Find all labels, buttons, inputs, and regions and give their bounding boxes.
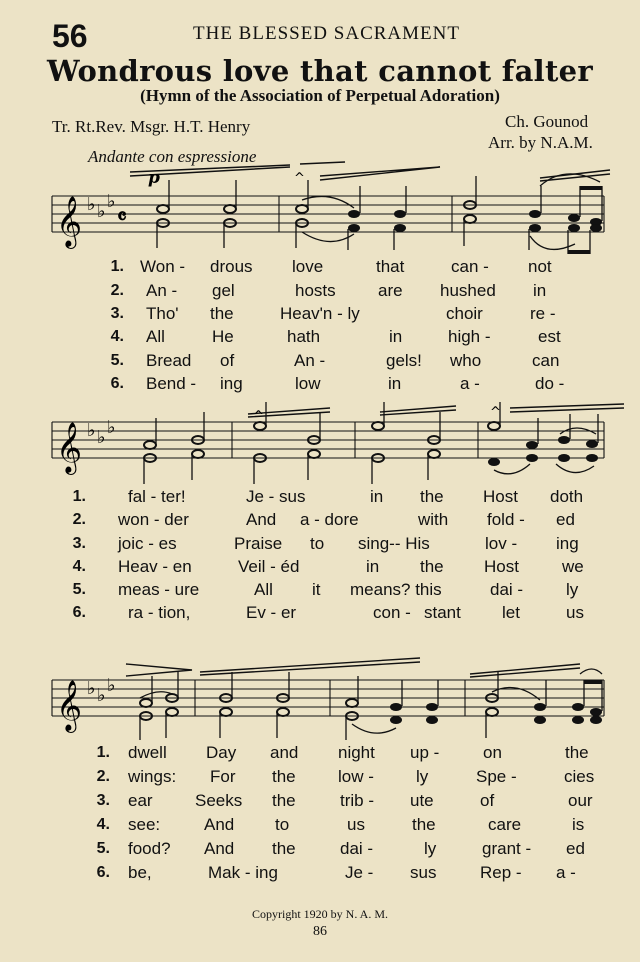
verse-number: 3.: [72, 535, 86, 552]
lyric-syllable: us: [566, 603, 584, 622]
lyric-syllable: Heav'n - ly: [280, 304, 360, 323]
lyric-syllable: on: [483, 743, 502, 762]
lyric-syllable: Spe -: [476, 767, 517, 786]
lyric-syllable: ing: [556, 534, 579, 553]
music-staff-1: [0, 150, 640, 260]
svg-text:♭: ♭: [97, 427, 106, 448]
lyric-syllable: of: [480, 791, 495, 810]
lyric-syllable: doth: [550, 487, 584, 506]
svg-text:♭: ♭: [97, 685, 106, 706]
verse-number: 1.: [110, 258, 124, 275]
lyric-syllable: ed: [556, 510, 575, 529]
lyric-syllable: Heav - en: [118, 557, 192, 576]
lyric-syllable: sing-- His: [358, 534, 430, 553]
lyric-syllable: Praise: [234, 534, 283, 553]
verse-number: 6.: [72, 604, 86, 621]
lyric-syllable: of: [220, 351, 235, 370]
lyric-syllable: hath: [287, 327, 321, 346]
lyric-syllable: are: [378, 281, 403, 300]
lyric-syllable: let: [502, 603, 520, 622]
svg-text:♭: ♭: [107, 675, 116, 696]
lyric-syllable: ly: [416, 767, 429, 786]
verse-number: 2.: [96, 768, 110, 785]
lyric-syllable: Mak - ing: [208, 863, 278, 882]
lyric-syllable: can: [532, 351, 560, 370]
lyric-syllable: fal - ter!: [128, 487, 186, 506]
svg-text:♭: ♭: [107, 417, 116, 438]
lyric-syllable: An -: [146, 281, 178, 300]
lyric-syllable: All: [254, 580, 273, 599]
lyric-syllable: food?: [128, 839, 171, 858]
lyric-syllable: Host: [483, 487, 518, 506]
lyric-syllable: love: [292, 257, 324, 276]
lyric-syllable: the: [412, 815, 436, 834]
lyric-syllable: the: [420, 487, 444, 506]
lyric-syllable: low -: [338, 767, 374, 786]
lyric-syllable: a -: [556, 863, 576, 882]
lyric-syllable: that: [376, 257, 405, 276]
lyric-syllable: the: [272, 767, 296, 786]
lyric-syllable: Host: [484, 557, 519, 576]
lyric-syllable: And: [204, 815, 235, 834]
lyric-syllable: and: [270, 743, 299, 762]
lyric-syllable: in: [533, 281, 547, 300]
lyric-syllable: the: [272, 839, 296, 858]
lyric-syllable: see:: [128, 815, 161, 834]
lyric-syllable: in: [389, 327, 403, 346]
lyric-syllable: us: [347, 815, 365, 834]
svg-text:^: ^: [294, 171, 305, 186]
lyric-syllable: sus: [410, 863, 437, 882]
svg-text:𝄞: 𝄞: [56, 422, 83, 473]
lyric-syllable: dai -: [340, 839, 374, 858]
section-title: THE BLESSED SACRAMENT: [193, 23, 460, 44]
verse-number: 5.: [96, 840, 110, 857]
arranger-credit: Arr. by N.A.M.: [488, 133, 593, 152]
lyric-syllable: a - dore: [300, 510, 359, 529]
lyric-syllable: hushed: [440, 281, 496, 300]
lyric-syllable: the: [420, 557, 444, 576]
music-staff-3: [0, 650, 640, 740]
lyric-syllable: wings:: [128, 767, 177, 786]
lyric-syllable: dwell: [128, 743, 167, 762]
lyric-syllable: our: [568, 791, 593, 810]
lyric-syllable: who: [450, 351, 482, 370]
lyric-syllable: be,: [128, 863, 152, 882]
lyric-syllable: ear: [128, 791, 153, 810]
lyric-syllable: ra - tion,: [128, 603, 191, 622]
lyric-syllable: He: [212, 327, 234, 346]
lyric-syllable: night: [338, 743, 375, 762]
lyric-syllable: in: [388, 374, 402, 393]
lyric-syllable: ing: [220, 374, 243, 393]
svg-text:♭: ♭: [87, 678, 96, 699]
composer-credit: Ch. Gounod: [505, 112, 589, 131]
svg-text:𝄴: 𝄴: [117, 205, 127, 230]
verse-number: 4.: [110, 328, 124, 345]
lyric-syllable: And: [246, 510, 277, 529]
lyric-syllable: low: [295, 374, 321, 393]
lyric-syllable: do -: [535, 374, 565, 393]
lyric-syllable: won - der: [118, 510, 189, 529]
verse-number: 2.: [72, 511, 86, 528]
lyric-syllable: a -: [460, 374, 480, 393]
lyric-syllable: gel: [212, 281, 235, 300]
svg-text:♭: ♭: [87, 194, 96, 215]
lyric-syllable: ute: [410, 791, 434, 810]
lyric-syllable: not: [528, 257, 552, 276]
lyric-syllable: gels!: [386, 351, 422, 370]
verse-number: 4.: [72, 558, 86, 575]
lyric-syllable: Je -: [345, 863, 374, 882]
svg-text:^: ^: [253, 409, 264, 424]
dynamic-marking: p: [148, 168, 160, 188]
lyric-syllable: lov -: [485, 534, 518, 553]
lyric-syllable: An -: [294, 351, 326, 370]
verse-number: 4.: [96, 816, 110, 833]
lyric-syllable: to: [275, 815, 290, 834]
verse-number: 3.: [110, 305, 124, 322]
lyric-syllable: care: [488, 815, 522, 834]
lyric-syllable: in: [366, 557, 380, 576]
lyric-syllable: con -: [373, 603, 411, 622]
lyric-syllable: For: [210, 767, 236, 786]
lyric-syllable: drous: [210, 257, 253, 276]
verse-number: 3.: [96, 792, 110, 809]
lyric-syllable: Bread: [146, 351, 192, 370]
lyric-syllable: joic - es: [118, 534, 177, 553]
lyric-syllable: trib -: [340, 791, 374, 810]
lyric-syllable: high -: [448, 327, 491, 346]
lyric-syllable: choir: [446, 304, 483, 323]
lyric-syllable: re -: [530, 304, 556, 323]
svg-text:♭: ♭: [97, 201, 106, 222]
text-credit: Tr. Rt.Rev. Msgr. H.T. Henry: [52, 117, 251, 136]
lyric-syllable: hosts: [295, 281, 336, 300]
hymn-number: 56: [52, 18, 88, 54]
lyric-syllable: the: [565, 743, 589, 762]
lyric-syllable: dai -: [490, 580, 524, 599]
lyric-syllable: Won -: [140, 257, 186, 276]
lyric-syllable: the: [272, 791, 296, 810]
lyric-syllable: Je - sus: [246, 487, 306, 506]
svg-text:𝄞: 𝄞: [56, 196, 83, 247]
svg-text:♭: ♭: [87, 420, 96, 441]
lyric-syllable: And: [204, 839, 235, 858]
music-staff-2: [0, 400, 640, 490]
verse-number: 6.: [96, 864, 110, 881]
lyric-syllable: with: [418, 510, 449, 529]
lyric-syllable: meas - ure: [118, 580, 200, 599]
lyric-syllable: grant -: [482, 839, 532, 858]
lyric-syllable: to: [310, 534, 325, 553]
lyric-syllable: est: [538, 327, 561, 346]
lyric-syllable: fold -: [487, 510, 525, 529]
lyric-syllable: ly: [424, 839, 437, 858]
lyric-syllable: Ev - er: [246, 603, 297, 622]
lyric-syllable: Rep -: [480, 863, 522, 882]
lyric-syllable: we: [562, 557, 584, 576]
lyric-syllable: ed: [566, 839, 585, 858]
copyright-notice: Copyright 1920 by N. A. M.: [251, 907, 388, 921]
hymn-subtitle: (Hymn of the Association of Perpetual Adoration): [140, 86, 500, 105]
lyric-syllable: Seeks: [195, 791, 243, 810]
verse-number: 1.: [72, 488, 86, 505]
verse-number: 2.: [110, 282, 124, 299]
lyric-syllable: Bend -: [146, 374, 197, 393]
lyric-syllable: Day: [206, 743, 237, 762]
lyric-syllable: Tho': [146, 304, 179, 323]
verse-number: 5.: [110, 352, 124, 369]
lyric-syllable: cies: [564, 767, 595, 786]
lyric-syllable: All: [146, 327, 165, 346]
lyric-syllable: ly: [566, 580, 579, 599]
tempo-marking: Andante con espressione: [88, 147, 257, 166]
lyric-syllable: it: [312, 580, 321, 599]
svg-text:𝄞: 𝄞: [56, 680, 83, 731]
hymn-title: Wondrous love that cannot falter: [46, 54, 593, 88]
verse-number: 1.: [96, 744, 110, 761]
lyric-syllable: is: [572, 815, 585, 834]
lyric-syllable: means? this: [350, 580, 442, 599]
lyric-syllable: Veil - éd: [238, 557, 300, 576]
svg-text:^: ^: [490, 405, 501, 420]
verse-number: 5.: [72, 581, 86, 598]
lyric-syllable: can -: [451, 257, 489, 276]
verse-number: 6.: [110, 375, 124, 392]
lyric-syllable: up -: [410, 743, 440, 762]
svg-text:♭: ♭: [107, 191, 116, 212]
lyric-syllable: stant: [424, 603, 461, 622]
lyric-syllable: the: [210, 304, 234, 323]
page-number: 86: [313, 924, 327, 939]
lyric-syllable: in: [370, 487, 384, 506]
